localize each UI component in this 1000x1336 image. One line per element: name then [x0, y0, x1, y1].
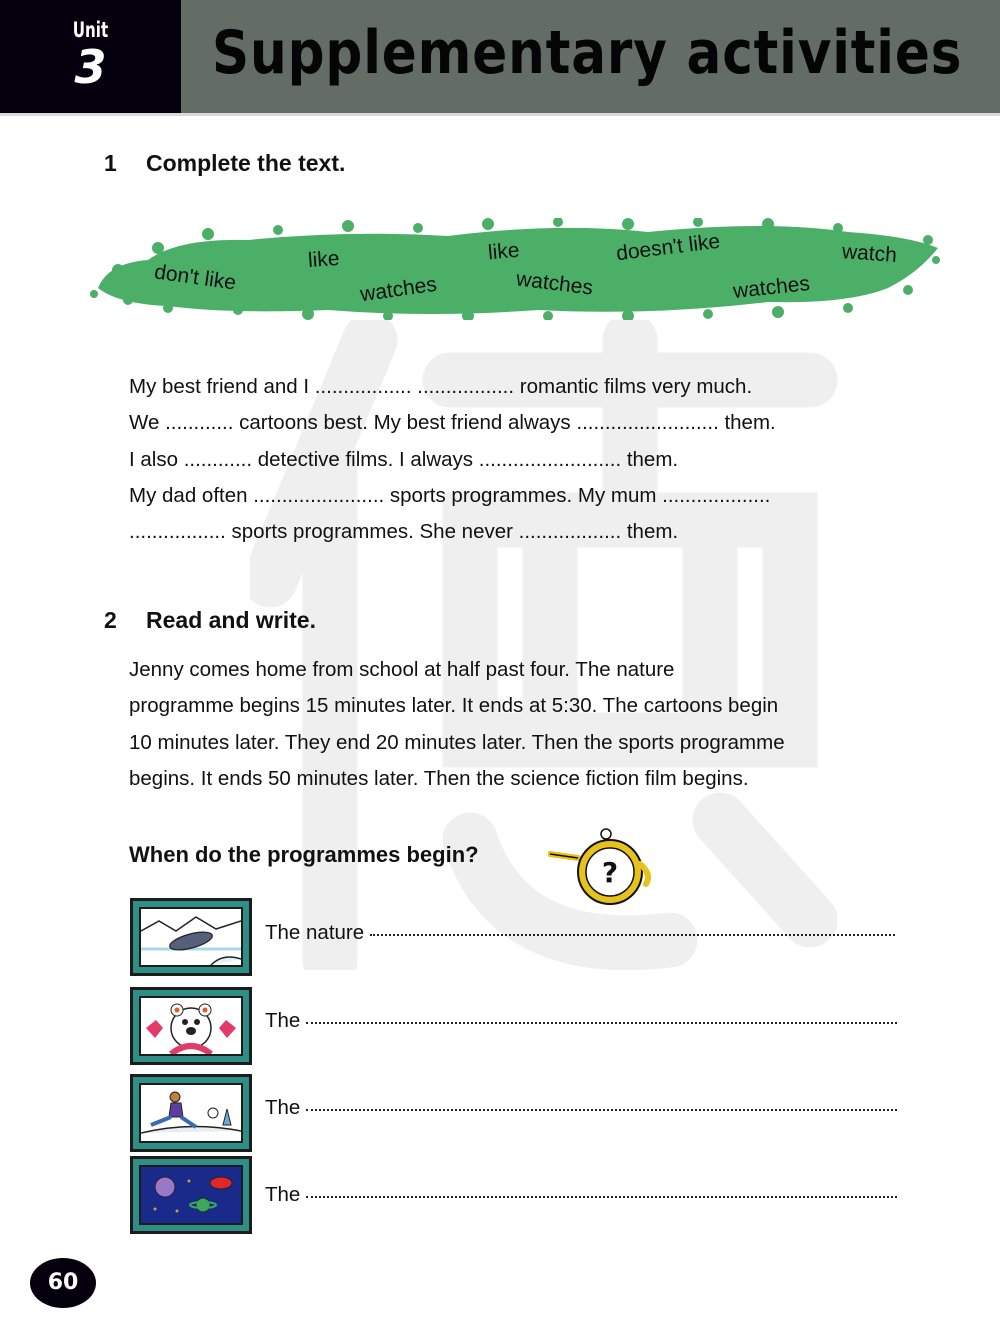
- word-bank-item: watches: [731, 272, 811, 303]
- gap-fill-line: My dad often ....................... sports programmes. My mum ...................: [129, 483, 771, 507]
- unit-badge: [0, 0, 181, 113]
- bear-cartoon-icon: [130, 987, 252, 1065]
- exercise-instruction: Complete the text.: [146, 150, 346, 176]
- answer-line[interactable]: [265, 1009, 897, 1033]
- exercise-instruction: Read and write.: [146, 607, 316, 633]
- exercise-2-heading: [104, 607, 316, 634]
- passage-line: begins. It ends 50 minutes later. Then the science fiction film begins.: [129, 766, 749, 790]
- word-bank-item: don't like: [152, 260, 238, 295]
- answer-prompt: The nature: [265, 921, 365, 944]
- unit-number: 3: [74, 40, 107, 94]
- gap-fill-line: I also ............ detective films. I always ......................... them.: [129, 447, 679, 471]
- exercise-1-heading: [104, 150, 345, 177]
- exercise-number: 1: [104, 150, 117, 176]
- word-bank-item: watches: [514, 267, 595, 300]
- answer-line[interactable]: [265, 921, 895, 945]
- gap-fill-line: ................. sports programmes. She never .................. them.: [129, 520, 679, 544]
- seal-nature-icon: [130, 898, 252, 976]
- word-bank-item: doesn't like: [614, 229, 722, 266]
- clock-question-icon: [548, 824, 654, 906]
- passage-line: programme begins 15 minutes later. It ends at 5:30. The cartoons begin: [129, 694, 779, 718]
- answer-blank[interactable]: [306, 1195, 897, 1198]
- answer-line[interactable]: [265, 1183, 897, 1207]
- football-sports-icon: [130, 1074, 252, 1152]
- page-title: Supplementary activities: [212, 18, 963, 88]
- answer-blank[interactable]: [306, 1108, 897, 1111]
- unit-label: Unit: [72, 18, 109, 42]
- planets-scifi-icon: [130, 1156, 252, 1234]
- word-bank-item: like: [487, 238, 521, 265]
- question-heading: When do the programmes begin?: [129, 842, 479, 867]
- answer-blank[interactable]: [306, 1021, 897, 1024]
- passage-line: Jenny comes home from school at half past four. The nature: [129, 658, 675, 681]
- passage-line: 10 minutes later. They end 20 minutes later. Then the sports programme: [129, 730, 785, 754]
- word-bank: [88, 218, 943, 320]
- page-header: [0, 0, 1000, 116]
- word-bank-item: watch: [841, 240, 898, 267]
- gap-fill-line: We ............ cartoons best. My best friend always ......................... them.: [129, 411, 776, 435]
- answer-prompt: The: [265, 1096, 301, 1119]
- exercise-number: 2: [104, 607, 117, 633]
- word-bank-item: like: [307, 246, 341, 273]
- answer-prompt: The: [265, 1009, 301, 1032]
- svg-text:?: ?: [601, 856, 619, 889]
- gap-fill-line: My best friend and I ................. ................. romantic films very much.: [129, 375, 753, 398]
- word-bank-item: watches: [358, 272, 439, 307]
- page-number: 60: [30, 1258, 96, 1308]
- exercise-1-text: [129, 369, 776, 550]
- answer-line[interactable]: [265, 1096, 897, 1120]
- reading-passage: [129, 652, 785, 797]
- answer-prompt: The: [265, 1183, 301, 1206]
- answer-blank[interactable]: [370, 933, 895, 936]
